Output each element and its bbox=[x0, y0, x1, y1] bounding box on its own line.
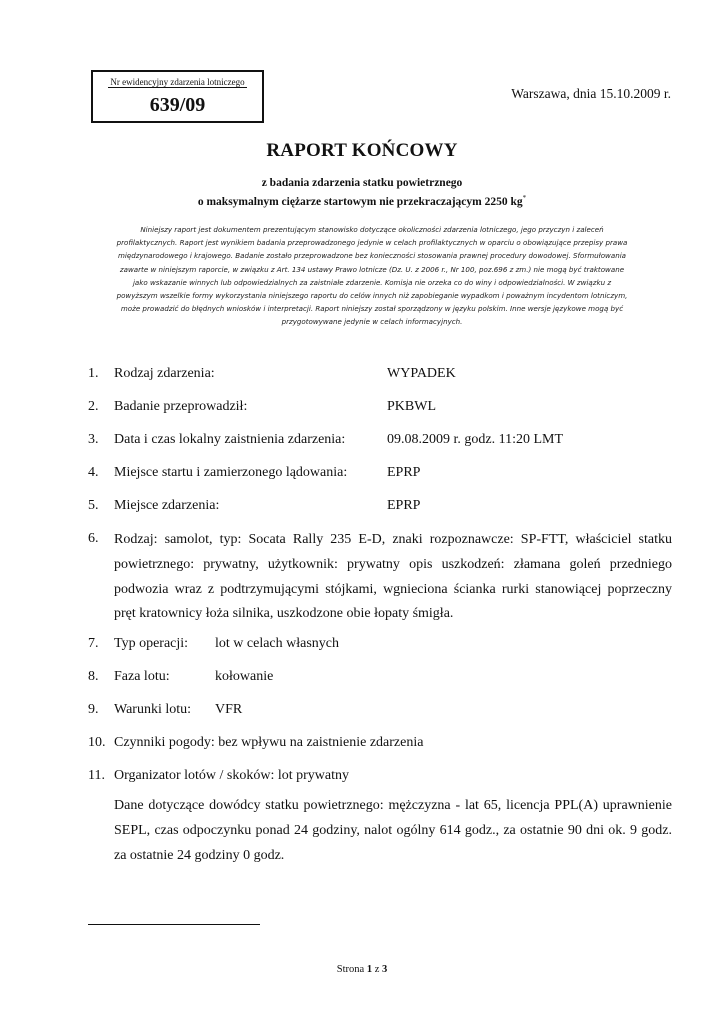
registry-box bbox=[91, 70, 264, 123]
report-title: RAPORT KOŃCOWY bbox=[266, 140, 458, 161]
item-investigator bbox=[88, 399, 672, 419]
item-label: Data i czas lokalny zaistnienia zdarzenia: bbox=[114, 432, 346, 447]
item-text: Organizator lotów / skoków: lot prywatny bbox=[114, 768, 349, 783]
subtitle-line-2 bbox=[0, 191, 724, 210]
item-label: Miejsce zdarzenia: bbox=[114, 498, 220, 513]
item-number: 8. bbox=[88, 669, 99, 684]
item-flight-conditions bbox=[88, 702, 672, 722]
item-operation-type bbox=[88, 636, 672, 656]
item-number: 3. bbox=[88, 432, 99, 447]
item-text: Czynniki pogody: bez wpływu na zaistnienie zdarzenia bbox=[114, 735, 424, 750]
item-departure-landing bbox=[88, 465, 672, 485]
item-label: Typ operacji: bbox=[114, 636, 189, 651]
place-date: Warszawa, dnia 15.10.2009 r. bbox=[511, 86, 671, 101]
item-value: WYPADEK bbox=[387, 366, 456, 381]
subtitle-line-2-text: o maksymalnym ciężarze startowym nie przekraczającym 2250 kg bbox=[197, 195, 523, 208]
item-number: 10. bbox=[88, 735, 106, 750]
item-number: 6. bbox=[88, 531, 99, 546]
page-total: 3 bbox=[381, 964, 388, 975]
item-value: 09.08.2009 r. godz. 11:20 LMT bbox=[387, 432, 564, 447]
item-number: 9. bbox=[88, 702, 99, 717]
item-text: Rodzaj: samolot, typ: Socata Rally 235 E-D, znaki rozpoznawcze: SP-FTT, właściciel statku powietrznego: prywatny, użytkownik: prywatny opis uszkodzeń: złamana goleń przedniego podwozia wraz z podtrzymującymi stójkami, wgnieciona ścianka rurki stanowiącej poprzeczny pręt kratownicy łoża silnika, uszkodzone obie łopaty śmigła. bbox=[114, 532, 672, 622]
item-value: EPRP bbox=[387, 498, 421, 513]
subtitle-line-1: z badania zdarzenia statku powietrznego bbox=[261, 177, 463, 189]
item-number: 7. bbox=[88, 636, 99, 651]
item-label: Miejsce startu i zamierzonego lądowania: bbox=[114, 465, 348, 480]
item-flight-phase bbox=[88, 669, 672, 689]
item-number: 2. bbox=[88, 399, 99, 414]
of-word: z bbox=[374, 964, 380, 975]
item-label: Faza lotu: bbox=[114, 669, 170, 684]
item-date-time bbox=[88, 432, 672, 452]
disclaimer-text: Niniejszy raport jest dokumentem prezentującym stanowisko dotyczące okoliczności zdarzenia lotniczego, jego przyczyn i zaleceń profilaktycznych. Raport jest wynikiem badania przeprowadzonego jedynie w celach profilaktycznych w oparciu o obowiązujące przepisy prawa międzynarodowego i krajowego. Badanie zostało przeprowadzone bez konieczności stosowania prawnej procedury dowodowej. Sformułowania zawarte w niniejszym raporcie, w związku z Art. 134 ustawy Prawo lotnicze (Dz. U. z 2006 r., Nr 100, poz.696 z zm.) nie mogą być traktowane jako wskazanie winnych lub odpowiedzialnych za zaistniałe zdarzenie. Komisja nie orzeka co do winy i odpowiedzialności. W związku z powyższym wszelkie formy wykorzystania niniejszego raportu do celów innych niż zapobieganie wypadkom i poważnym incydentom lotniczym, może prowadzić do błędnych wniosków i interpretacji. Raport niniejszy został sporządzony w języku polskim. Inne wersje językowe mogą być przygotowywane jedynie w celach informacyjnych. bbox=[116, 225, 628, 327]
item-organizer bbox=[88, 768, 672, 788]
item-label: Badanie przeprowadził: bbox=[114, 399, 248, 414]
item-location bbox=[88, 498, 672, 518]
item-value: lot w celach własnych bbox=[215, 636, 340, 651]
item-number: 4. bbox=[88, 465, 99, 480]
page-word: Strona bbox=[336, 964, 365, 975]
footnote-mark: * bbox=[522, 194, 527, 202]
item-label: Warunki lotu: bbox=[114, 702, 192, 717]
item-label: Rodzaj zdarzenia: bbox=[114, 366, 215, 381]
item-value: EPRP bbox=[387, 465, 421, 480]
page-number: 1 bbox=[366, 964, 373, 975]
item-number: 1. bbox=[88, 366, 99, 381]
item-value: kołowanie bbox=[215, 669, 274, 684]
item-aircraft-damage bbox=[88, 528, 672, 628]
item-value: VFR bbox=[215, 702, 243, 717]
registry-number: 639/09 bbox=[149, 94, 206, 116]
item-value: PKBWL bbox=[387, 399, 436, 414]
pilot-info: Dane dotyczące dowódcy statku powietrznego: mężczyzna - lat 65, licencja PPL(A) uprawnienie SEPL, czas odpoczynku ponad 24 godziny, nalot ogólny 614 godz., za ostatnie 90 dni ok. 9 godz. za ostatnie 24 godziny 0 godz. bbox=[114, 798, 672, 863]
item-number: 11. bbox=[88, 768, 105, 783]
item-number: 5. bbox=[88, 498, 99, 513]
item-event-type bbox=[88, 366, 672, 386]
page-footer bbox=[0, 964, 724, 975]
report-subtitle bbox=[0, 176, 724, 210]
item-weather bbox=[88, 735, 672, 755]
registry-label: Nr ewidencyjny zdarzenia lotniczego bbox=[110, 77, 245, 87]
footnote-separator bbox=[88, 924, 260, 925]
